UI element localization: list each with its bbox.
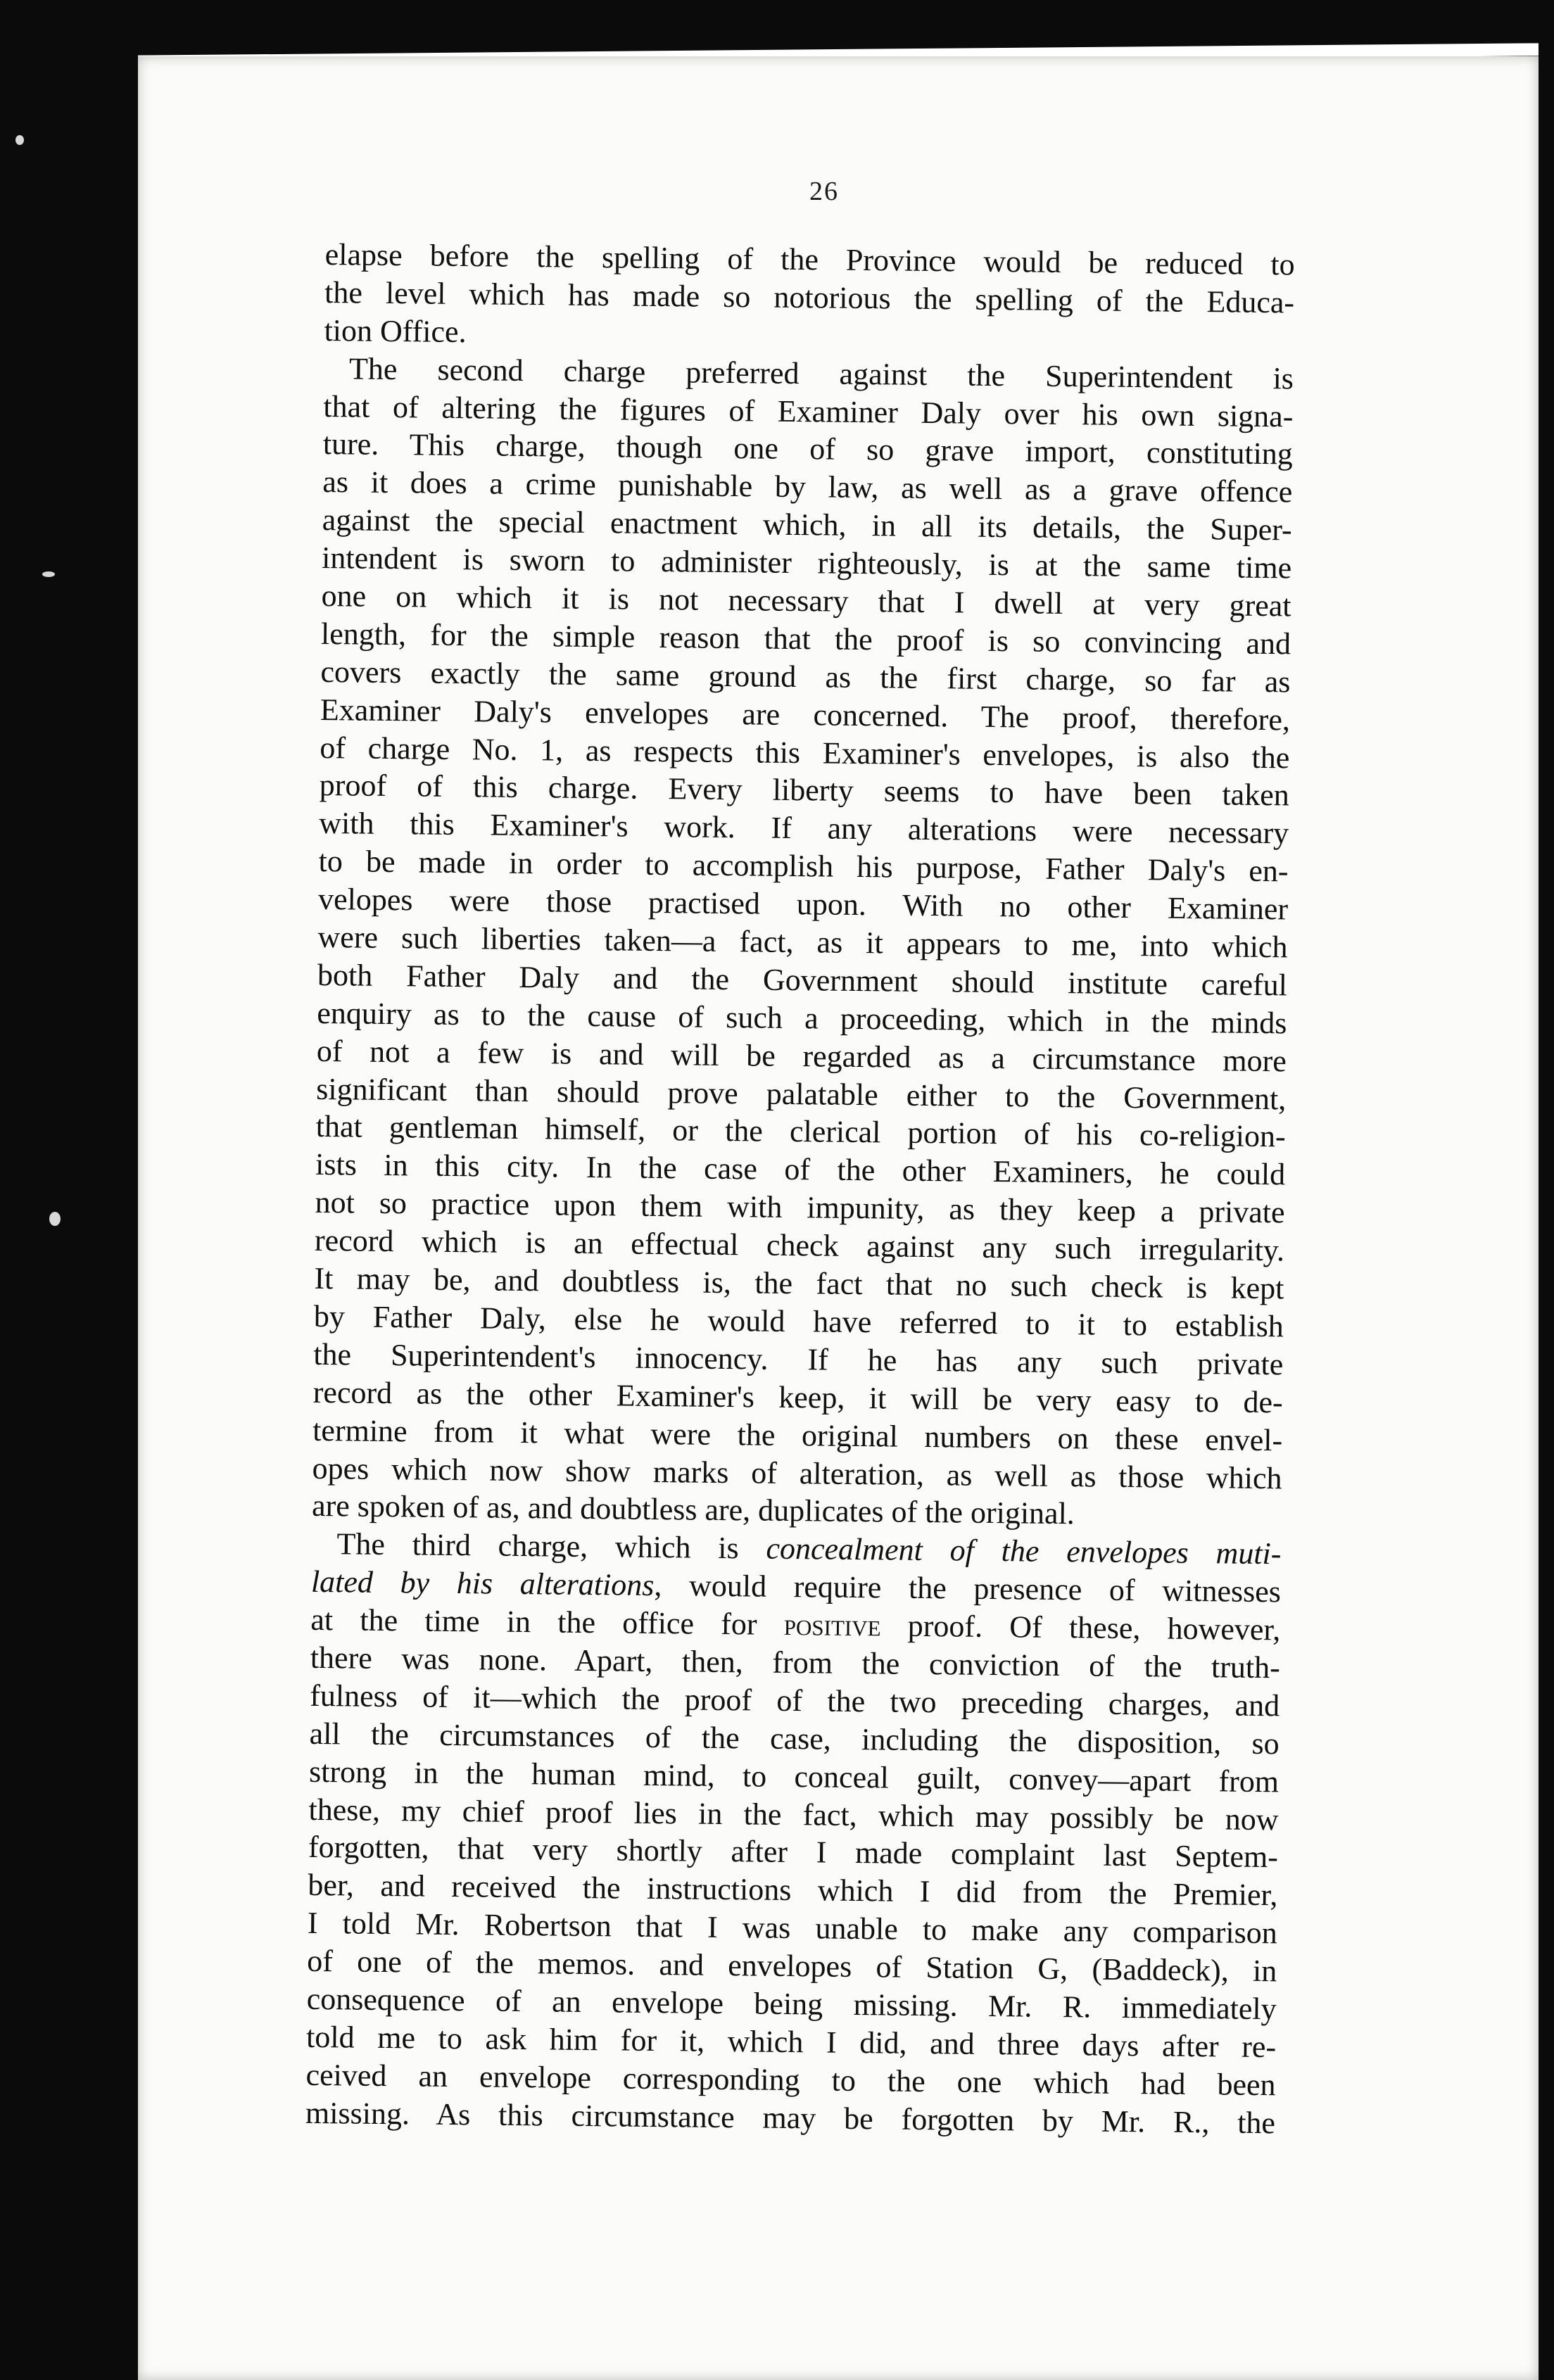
text-span: It may be, and doubtless is, the fact that no such check is kept bbox=[314, 1260, 1284, 1306]
text-span: intendent is sworn to administer righteously, is at the same time bbox=[321, 540, 1292, 585]
text-span: termine from it what were the original numbers on these envel- bbox=[312, 1412, 1283, 1457]
text-span: velopes were those practised upon. With no other Examiner bbox=[317, 882, 1289, 927]
text-span: of one of the memos. and envelopes of Station G, (Baddeck), in bbox=[307, 1943, 1277, 1989]
text-span: ceived an envelope corresponding to the one which had been bbox=[305, 2057, 1276, 2103]
text-span: Examiner Daly's envelopes are concerned. The proof, therefore, bbox=[320, 692, 1291, 738]
text-span: opes which now show marks of alteration, as well as those which bbox=[312, 1450, 1282, 1495]
text-span: all the circumstances of the case, including the disposition, so bbox=[309, 1716, 1280, 1761]
text-span: , would require the presence of witnesses bbox=[654, 1568, 1282, 1609]
text-span: against the special enactment which, in all its details, the Super- bbox=[322, 502, 1292, 547]
page-number: 26 bbox=[809, 177, 839, 206]
text-span: consequence of an envelope being missing. Mr. R. immediately bbox=[306, 1981, 1277, 2027]
text-span: at the time in the office for bbox=[310, 1602, 785, 1642]
page-body-text bbox=[305, 236, 1295, 2142]
text-span: not so practice upon them with impunity, as they keep a private bbox=[315, 1185, 1285, 1230]
text-span: The third charge, which is bbox=[336, 1526, 766, 1566]
text-span: to be made in order to accomplish his purpose, Father Daly's en- bbox=[318, 844, 1289, 889]
text-span: The second charge preferred against the Superintendent is bbox=[348, 351, 1294, 396]
text-span: missing. As this circumstance may be forgotten by Mr. R., the bbox=[305, 2095, 1276, 2140]
text-span: elapse before the spelling of the Province would be reduced to bbox=[324, 236, 1295, 282]
text-span: the level which has made so notorious the spelling of the Educa- bbox=[324, 274, 1295, 320]
scan-speck bbox=[15, 135, 24, 145]
text-span: ists in this city. In the case of the other Examiners, he could bbox=[315, 1147, 1286, 1192]
text-span: proof of this charge. Every liberty seems to have been taken bbox=[319, 768, 1290, 813]
text-span: enquiry as to the cause of such a proceeding, which in the minds bbox=[317, 995, 1287, 1041]
text-span: proof. Of these, however, bbox=[880, 1608, 1281, 1647]
scan-speck bbox=[49, 1212, 61, 1226]
text-span: lated by his alterations bbox=[310, 1564, 655, 1603]
text-span: both Father Daly and the Government should institute careful bbox=[317, 957, 1288, 1003]
text-span: I told Mr. Robertson that I was unable to make any comparison bbox=[307, 1906, 1278, 1951]
text-span: are spoken of as, and doubtless are, duplicates of the original. bbox=[311, 1488, 1075, 1531]
text-span: ture. This charge, though one of so grave import, constituting bbox=[322, 426, 1294, 471]
text-span: told me to ask him for it, which I did, and three days after re- bbox=[305, 2019, 1277, 2065]
text-span: of charge No. 1, as respects this Examiner's envelopes, is also the bbox=[320, 730, 1290, 775]
text-span: significant than should prove palatable either to the Government, bbox=[316, 1071, 1287, 1116]
text-span: as it does a crime punishable by law, as well as a grave offence bbox=[322, 464, 1293, 509]
text-span: record which is an effectual check against any such irregularity. bbox=[314, 1223, 1285, 1268]
text-span: one on which it is not necessary that I dwell at very great bbox=[321, 578, 1291, 624]
text-span: tion Office. bbox=[324, 312, 467, 349]
text-span: the Superintendent's innocency. If he has any such private bbox=[313, 1336, 1284, 1382]
text-span: with this Examiner's work. If any alterations were necessary bbox=[319, 806, 1289, 851]
text-span: record as the other Examiner's keep, it will be very easy to de- bbox=[312, 1374, 1283, 1420]
text-span: concealment of the envelopes muti- bbox=[766, 1531, 1282, 1571]
text-span: that of altering the figures of Examiner Daly over his own signa- bbox=[323, 388, 1294, 433]
text-span: length, for the simple reason that the proof is so convincing and bbox=[320, 616, 1291, 662]
text-span: covers exactly the same ground as the first charge, so far as bbox=[320, 654, 1291, 700]
text-span: forgotten, that very shortly after I made complaint last Septem- bbox=[308, 1830, 1279, 1875]
text-span: fulness of it—which the proof of the two preceding charges, and bbox=[310, 1678, 1280, 1723]
text-span: by Father Daly, else he would have referred to it to establish bbox=[313, 1298, 1284, 1344]
text-span: strong in the human mind, to conceal guilt, convey—apart from bbox=[308, 1754, 1280, 1799]
text-span: there was none. Apart, then, from the conviction of the truth- bbox=[310, 1640, 1281, 1685]
text-span: ber, and received the instructions which I did from the Premier, bbox=[308, 1868, 1278, 1913]
scan-speck bbox=[42, 571, 55, 577]
text-span: were such liberties taken—a fact, as it appears to me, into which bbox=[317, 919, 1288, 965]
text-span: that gentleman himself, or the clerical portion of his co-religion- bbox=[315, 1109, 1286, 1154]
text-span: of not a few is and will be regarded as a circumstance more bbox=[316, 1033, 1287, 1079]
text-span: positive bbox=[783, 1607, 881, 1643]
text-span: these, my chief proof lies in the fact, which may possibly be now bbox=[308, 1792, 1279, 1837]
